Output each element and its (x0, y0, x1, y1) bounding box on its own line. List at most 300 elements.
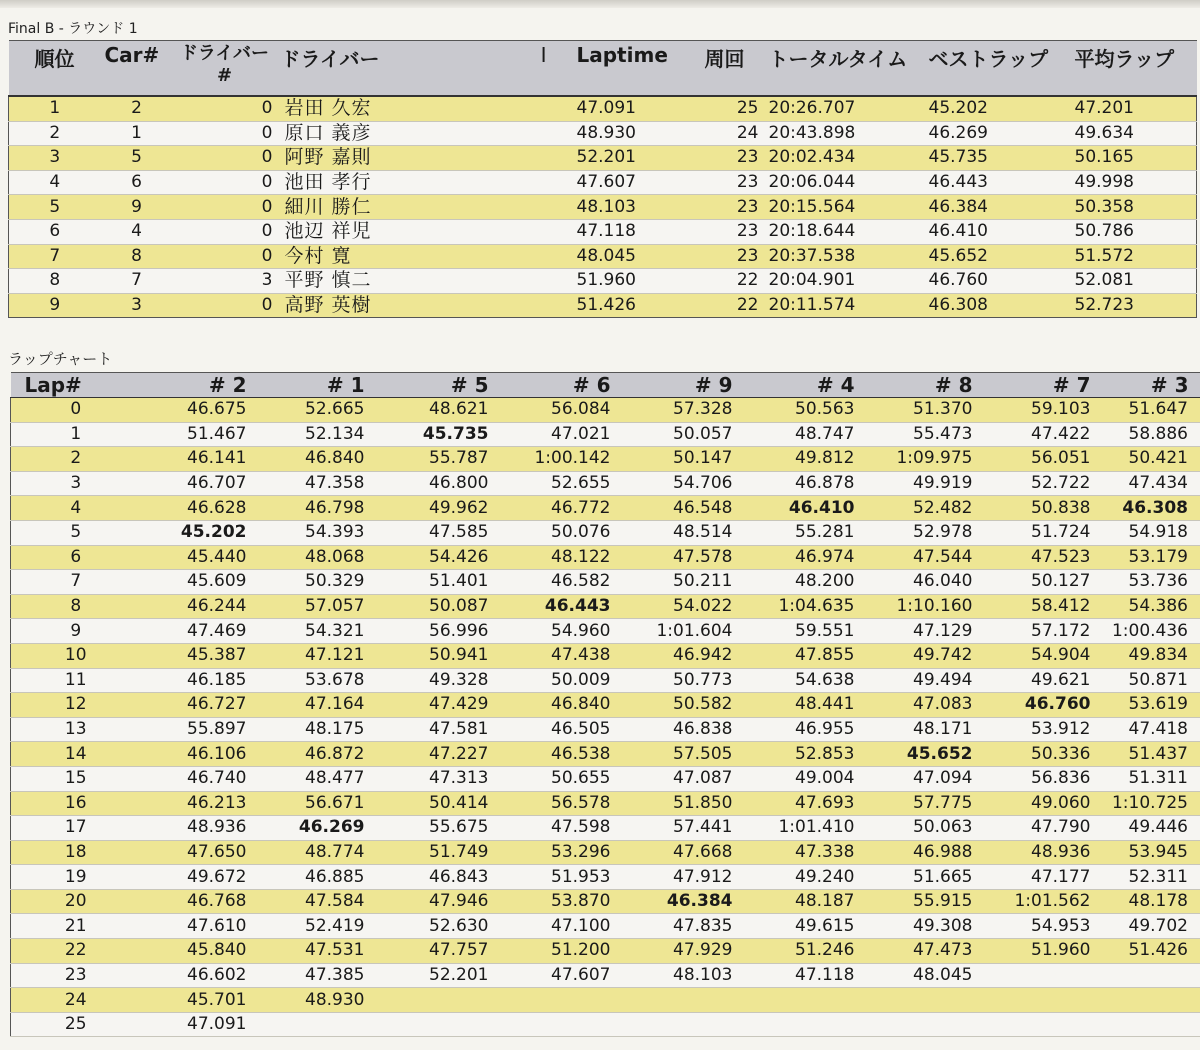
lap-time-cell: 52.665 (259, 398, 377, 423)
lap-time-cell: 46.838 (623, 717, 745, 742)
lap-time-cell: 46.772 (501, 496, 623, 521)
col-average-lap: 平均ラップ (1071, 41, 1197, 97)
lap-row (11, 963, 1200, 988)
lap-time-cell: 48.514 (623, 520, 745, 545)
lap-time-cell: 47.668 (623, 840, 745, 865)
lap-time-cell (867, 988, 985, 1013)
driver-name-cell: 岩田 久宏 (277, 96, 397, 121)
best-lap-cell: 46.384 (925, 195, 1071, 220)
lap-time-cell: 48.187 (745, 889, 867, 914)
driver-number-cell: 0 (173, 121, 277, 146)
laptime-cell: 48.930 (573, 121, 701, 146)
lap-row (11, 1012, 1200, 1037)
car-number-cell: 9 (101, 195, 173, 220)
col-separator: I (397, 41, 573, 97)
lap-number-cell: 9 (11, 619, 141, 644)
lap-time-cell: 46.974 (745, 545, 867, 570)
lap-row (11, 693, 1200, 718)
lap-time-cell: 47.912 (623, 865, 745, 890)
lap-time-cell: 48.936 (985, 840, 1103, 865)
average-lap-cell: 49.634 (1071, 121, 1197, 146)
result-row (9, 146, 1197, 171)
total-time-cell: 20:37.538 (765, 244, 925, 269)
lap-time-cell: 57.775 (867, 791, 985, 816)
col-best-lap: ベストラップ (925, 41, 1071, 97)
lap-time-cell: 46.707 (141, 471, 259, 496)
best-lap-cell: 45.735 (925, 146, 1071, 171)
lap-time-cell (377, 988, 501, 1013)
lap-time-cell: 46.628 (141, 496, 259, 521)
laptime-cell: 51.960 (573, 269, 701, 294)
lap-time-cell: 53.736 (1103, 570, 1200, 595)
lap-time-cell: 46.443 (501, 594, 623, 619)
laps-cell: 22 (701, 293, 765, 318)
car-number-cell: 1 (101, 121, 173, 146)
lap-time-cell: 48.175 (259, 717, 377, 742)
position-cell: 6 (9, 219, 101, 244)
total-time-cell: 20:26.707 (765, 96, 925, 121)
lap-time-cell: 53.945 (1103, 840, 1200, 865)
lap-row (11, 668, 1200, 693)
lap-time-cell: 46.740 (141, 766, 259, 791)
best-lap-cell: 46.410 (925, 219, 1071, 244)
lap-time-cell: 52.630 (377, 914, 501, 939)
lap-time-cell: 52.978 (867, 520, 985, 545)
lap-time-cell (1103, 988, 1200, 1013)
lap-time-cell (867, 1012, 985, 1037)
lap-time-cell: 47.598 (501, 816, 623, 841)
laptime-cell: 51.426 (573, 293, 701, 318)
lap-time-cell: 51.749 (377, 840, 501, 865)
result-row (9, 219, 1197, 244)
lap-time-cell: 49.919 (867, 471, 985, 496)
lap-time-cell: 50.941 (377, 643, 501, 668)
lap-number-cell: 19 (11, 865, 141, 890)
driver-number-cell: 3 (173, 269, 277, 294)
car-number-cell: 4 (101, 219, 173, 244)
lap-row (11, 643, 1200, 668)
total-time-cell: 20:15.564 (765, 195, 925, 220)
laptime-cell: 47.118 (573, 219, 701, 244)
driver-number-cell: 0 (173, 96, 277, 121)
lap-row (11, 570, 1200, 595)
result-row (9, 195, 1197, 220)
lap-time-cell (259, 1012, 377, 1037)
laps-cell: 23 (701, 170, 765, 195)
lap-number-cell: 2 (11, 447, 141, 472)
lap-time-cell: 47.835 (623, 914, 745, 939)
col-driver-number-line1: ドライバー (179, 43, 270, 64)
separator-cell (397, 219, 573, 244)
lapchart-table (10, 372, 1200, 1037)
best-lap-cell: 46.269 (925, 121, 1071, 146)
lap-time-cell: 47.578 (623, 545, 745, 570)
lap-time-cell: 47.469 (141, 619, 259, 644)
lap-time-cell: 48.747 (745, 422, 867, 447)
lap-time-cell: 47.438 (501, 643, 623, 668)
driver-name-cell: 原口 義彦 (277, 121, 397, 146)
lap-time-cell: 48.045 (867, 963, 985, 988)
lap-time-cell: 46.185 (141, 668, 259, 693)
total-time-cell: 20:04.901 (765, 269, 925, 294)
lap-time-cell: 47.544 (867, 545, 985, 570)
laps-cell: 23 (701, 146, 765, 171)
position-cell: 3 (9, 146, 101, 171)
lap-time-cell: 45.387 (141, 643, 259, 668)
lap-time-cell: 47.607 (501, 963, 623, 988)
laptime-cell: 47.091 (573, 96, 701, 121)
lap-time-cell: 58.412 (985, 594, 1103, 619)
lap-time-cell: 1:00.142 (501, 447, 623, 472)
lap-time-cell: 53.678 (259, 668, 377, 693)
lap-time-cell: 48.103 (623, 963, 745, 988)
lap-time-cell: 45.735 (377, 422, 501, 447)
lap-time-cell: 48.441 (745, 693, 867, 718)
lap-row (11, 447, 1200, 472)
lap-time-cell: 50.087 (377, 594, 501, 619)
result-row (9, 96, 1197, 121)
lap-time-cell: 55.281 (745, 520, 867, 545)
lap-time-cell: 48.621 (377, 398, 501, 423)
lap-time-cell: 46.106 (141, 742, 259, 767)
lap-time-cell: 54.386 (1103, 594, 1200, 619)
lap-time-cell: 50.009 (501, 668, 623, 693)
lap-time-cell: 46.800 (377, 471, 501, 496)
lap-time-cell: 56.671 (259, 791, 377, 816)
col-car-laps: # 2 (141, 373, 259, 398)
lap-time-cell: 47.164 (259, 693, 377, 718)
lap-time-cell: 47.929 (623, 939, 745, 964)
lap-time-cell (985, 963, 1103, 988)
lap-time-cell: 50.421 (1103, 447, 1200, 472)
lap-time-cell: 47.177 (985, 865, 1103, 890)
col-position: 順位 (9, 41, 101, 97)
lap-time-cell: 55.675 (377, 816, 501, 841)
lap-time-cell: 50.057 (623, 422, 745, 447)
driver-number-cell: 0 (173, 195, 277, 220)
lap-time-cell: 46.602 (141, 963, 259, 988)
lap-time-cell (745, 988, 867, 1013)
lap-number-cell: 13 (11, 717, 141, 742)
lap-number-cell: 12 (11, 693, 141, 718)
lap-time-cell: 48.774 (259, 840, 377, 865)
lap-time-cell: 54.904 (985, 643, 1103, 668)
lap-time-cell: 48.171 (867, 717, 985, 742)
lap-number-cell: 4 (11, 496, 141, 521)
lap-time-cell: 47.091 (141, 1012, 259, 1037)
separator-cell (397, 244, 573, 269)
driver-number-cell: 0 (173, 293, 277, 318)
results-header-row (9, 41, 1197, 97)
lap-time-cell: 47.650 (141, 840, 259, 865)
lap-row (11, 865, 1200, 890)
driver-number-cell: 0 (173, 219, 277, 244)
laps-cell: 22 (701, 269, 765, 294)
lap-time-cell: 46.760 (985, 693, 1103, 718)
best-lap-cell: 46.760 (925, 269, 1071, 294)
lap-time-cell: 50.655 (501, 766, 623, 791)
lap-time-cell: 46.840 (501, 693, 623, 718)
lap-time-cell: 47.422 (985, 422, 1103, 447)
lap-time-cell: 52.655 (501, 471, 623, 496)
lap-time-cell: 46.942 (623, 643, 745, 668)
lap-time-cell: 46.384 (623, 889, 745, 914)
total-time-cell: 20:18.644 (765, 219, 925, 244)
driver-name-cell: 池辺 祥児 (277, 219, 397, 244)
lap-time-cell: 50.329 (259, 570, 377, 595)
lap-number-cell: 25 (11, 1012, 141, 1037)
lap-time-cell: 49.328 (377, 668, 501, 693)
lap-time-cell: 1:09.975 (867, 447, 985, 472)
car-number-cell: 5 (101, 146, 173, 171)
col-driver-name: ドライバー (277, 41, 397, 97)
lap-time-cell: 47.313 (377, 766, 501, 791)
lap-time-cell: 47.946 (377, 889, 501, 914)
laps-cell: 23 (701, 219, 765, 244)
lap-time-cell: 47.581 (377, 717, 501, 742)
position-cell: 7 (9, 244, 101, 269)
lap-time-cell: 49.060 (985, 791, 1103, 816)
lap-time-cell: 46.141 (141, 447, 259, 472)
lap-time-cell: 46.410 (745, 496, 867, 521)
lap-time-cell: 54.953 (985, 914, 1103, 939)
result-row (9, 170, 1197, 195)
lap-time-cell: 46.840 (259, 447, 377, 472)
position-cell: 9 (9, 293, 101, 318)
lap-time-cell: 50.582 (623, 693, 745, 718)
lap-number-cell: 24 (11, 988, 141, 1013)
lap-time-cell: 54.960 (501, 619, 623, 644)
laptime-cell: 48.103 (573, 195, 701, 220)
lap-number-cell: 23 (11, 963, 141, 988)
lap-time-cell: 50.871 (1103, 668, 1200, 693)
lap-number-cell: 18 (11, 840, 141, 865)
lap-time-cell: 49.812 (745, 447, 867, 472)
lap-number-cell: 16 (11, 791, 141, 816)
lap-time-cell: 47.121 (259, 643, 377, 668)
results-table (8, 40, 1197, 318)
separator-cell (397, 121, 573, 146)
lap-time-cell (745, 1012, 867, 1037)
lap-time-cell: 55.915 (867, 889, 985, 914)
lap-time-cell: 48.068 (259, 545, 377, 570)
lap-time-cell: 47.094 (867, 766, 985, 791)
top-cut-header (0, 0, 1200, 8)
col-laps: 周回 (701, 41, 765, 97)
lap-time-cell: 47.584 (259, 889, 377, 914)
lap-row (11, 840, 1200, 865)
lap-time-cell (623, 988, 745, 1013)
lap-number-cell: 1 (11, 422, 141, 447)
lap-time-cell: 52.482 (867, 496, 985, 521)
lap-time-cell: 46.505 (501, 717, 623, 742)
lap-time-cell: 53.870 (501, 889, 623, 914)
lap-time-cell: 49.615 (745, 914, 867, 939)
total-time-cell: 20:06.044 (765, 170, 925, 195)
lap-time-cell: 54.022 (623, 594, 745, 619)
lap-time-cell: 59.103 (985, 398, 1103, 423)
lap-time-cell: 57.057 (259, 594, 377, 619)
driver-name-cell: 平野 慎二 (277, 269, 397, 294)
driver-number-cell: 0 (173, 146, 277, 171)
lap-row (11, 545, 1200, 570)
lap-time-cell: 49.742 (867, 643, 985, 668)
lap-row (11, 422, 1200, 447)
lap-time-cell: 50.211 (623, 570, 745, 595)
lap-time-cell: 51.246 (745, 939, 867, 964)
lap-time-cell: 47.585 (377, 520, 501, 545)
lap-time-cell: 47.610 (141, 914, 259, 939)
lap-row (11, 988, 1200, 1013)
lap-time-cell: 47.434 (1103, 471, 1200, 496)
lapchart-header-row (11, 373, 1200, 398)
total-time-cell: 20:11.574 (765, 293, 925, 318)
lap-number-cell: 11 (11, 668, 141, 693)
lap-time-cell: 47.021 (501, 422, 623, 447)
lap-time-cell (501, 1012, 623, 1037)
lap-time-cell: 49.962 (377, 496, 501, 521)
col-car-laps: # 4 (745, 373, 867, 398)
lap-time-cell: 1:00.436 (1103, 619, 1200, 644)
driver-name-cell: 高野 英樹 (277, 293, 397, 318)
lap-time-cell: 49.672 (141, 865, 259, 890)
lap-time-cell: 47.227 (377, 742, 501, 767)
lap-time-cell (985, 988, 1103, 1013)
lap-time-cell: 52.134 (259, 422, 377, 447)
lap-time-cell: 48.200 (745, 570, 867, 595)
driver-name-cell: 阿野 嘉則 (277, 146, 397, 171)
lap-time-cell: 1:10.725 (1103, 791, 1200, 816)
col-car-laps: # 7 (985, 373, 1103, 398)
lap-time-cell: 47.418 (1103, 717, 1200, 742)
separator-cell (397, 146, 573, 171)
lap-time-cell (1103, 963, 1200, 988)
result-row (9, 269, 1197, 294)
lap-row (11, 791, 1200, 816)
lap-time-cell: 50.563 (745, 398, 867, 423)
lap-row (11, 939, 1200, 964)
lap-time-cell: 46.269 (259, 816, 377, 841)
laps-cell: 24 (701, 121, 765, 146)
lap-time-cell (1103, 1012, 1200, 1037)
average-lap-cell: 50.358 (1071, 195, 1197, 220)
average-lap-cell: 47.201 (1071, 96, 1197, 121)
lap-time-cell: 47.129 (867, 619, 985, 644)
lap-number-cell: 0 (11, 398, 141, 423)
lap-time-cell: 56.836 (985, 766, 1103, 791)
result-row (9, 121, 1197, 146)
separator-cell (397, 96, 573, 121)
lap-number-cell: 21 (11, 914, 141, 939)
results-section-title: Final B - ラウンド 1 (8, 21, 138, 37)
lap-time-cell: 47.757 (377, 939, 501, 964)
lap-time-cell: 45.609 (141, 570, 259, 595)
lap-time-cell: 50.127 (985, 570, 1103, 595)
car-number-cell: 8 (101, 244, 173, 269)
lap-time-cell: 51.200 (501, 939, 623, 964)
col-car-laps: # 1 (259, 373, 377, 398)
lap-time-cell: 46.768 (141, 889, 259, 914)
separator-cell (397, 293, 573, 318)
lap-time-cell: 47.100 (501, 914, 623, 939)
lap-time-cell: 48.936 (141, 816, 259, 841)
lap-number-cell: 14 (11, 742, 141, 767)
col-car-laps: # 5 (377, 373, 501, 398)
lap-time-cell: 45.840 (141, 939, 259, 964)
lap-time-cell: 48.122 (501, 545, 623, 570)
lap-number-cell: 17 (11, 816, 141, 841)
lap-row (11, 619, 1200, 644)
lap-time-cell: 47.855 (745, 643, 867, 668)
driver-number-cell: 0 (173, 244, 277, 269)
car-number-cell: 3 (101, 293, 173, 318)
lap-number-cell: 3 (11, 471, 141, 496)
best-lap-cell: 46.443 (925, 170, 1071, 195)
lap-time-cell: 50.336 (985, 742, 1103, 767)
lap-time-cell: 46.798 (259, 496, 377, 521)
lap-time-cell: 52.419 (259, 914, 377, 939)
lap-time-cell: 50.063 (867, 816, 985, 841)
lap-time-cell (377, 1012, 501, 1037)
lap-number-cell: 7 (11, 570, 141, 595)
laps-cell: 23 (701, 244, 765, 269)
lap-number-cell: 10 (11, 643, 141, 668)
lap-time-cell (985, 1012, 1103, 1037)
lapchart-section-title: ラップチャート (8, 350, 113, 368)
lap-number-cell: 15 (11, 766, 141, 791)
lap-time-cell: 46.872 (259, 742, 377, 767)
lap-time-cell: 46.308 (1103, 496, 1200, 521)
lap-time-cell: 46.727 (141, 693, 259, 718)
lap-number-cell: 22 (11, 939, 141, 964)
lap-time-cell: 51.426 (1103, 939, 1200, 964)
lap-time-cell: 50.414 (377, 791, 501, 816)
result-row (9, 244, 1197, 269)
lap-time-cell: 49.308 (867, 914, 985, 939)
lap-time-cell: 46.878 (745, 471, 867, 496)
laptime-cell: 52.201 (573, 146, 701, 171)
col-driver-number-line2: # (216, 65, 233, 86)
lap-time-cell: 51.647 (1103, 398, 1200, 423)
lap-time-cell: 46.538 (501, 742, 623, 767)
lap-time-cell: 47.790 (985, 816, 1103, 841)
lap-time-cell: 1:10.160 (867, 594, 985, 619)
lap-time-cell: 55.473 (867, 422, 985, 447)
separator-cell (397, 269, 573, 294)
lap-time-cell: 58.886 (1103, 422, 1200, 447)
lap-time-cell: 57.505 (623, 742, 745, 767)
lap-time-cell: 51.953 (501, 865, 623, 890)
lap-time-cell: 48.178 (1103, 889, 1200, 914)
best-lap-cell: 45.202 (925, 96, 1071, 121)
lap-row (11, 496, 1200, 521)
position-cell: 5 (9, 195, 101, 220)
result-row (9, 293, 1197, 318)
lap-time-cell: 54.393 (259, 520, 377, 545)
lap-time-cell: 49.834 (1103, 643, 1200, 668)
lap-row (11, 914, 1200, 939)
lap-time-cell: 47.358 (259, 471, 377, 496)
col-car-laps: # 8 (867, 373, 985, 398)
lap-time-cell: 51.467 (141, 422, 259, 447)
lap-time-cell: 45.202 (141, 520, 259, 545)
col-car-laps: # 9 (623, 373, 745, 398)
lap-time-cell: 54.918 (1103, 520, 1200, 545)
total-time-cell: 20:43.898 (765, 121, 925, 146)
lap-row (11, 717, 1200, 742)
lap-time-cell: 50.773 (623, 668, 745, 693)
lap-number-cell: 5 (11, 520, 141, 545)
